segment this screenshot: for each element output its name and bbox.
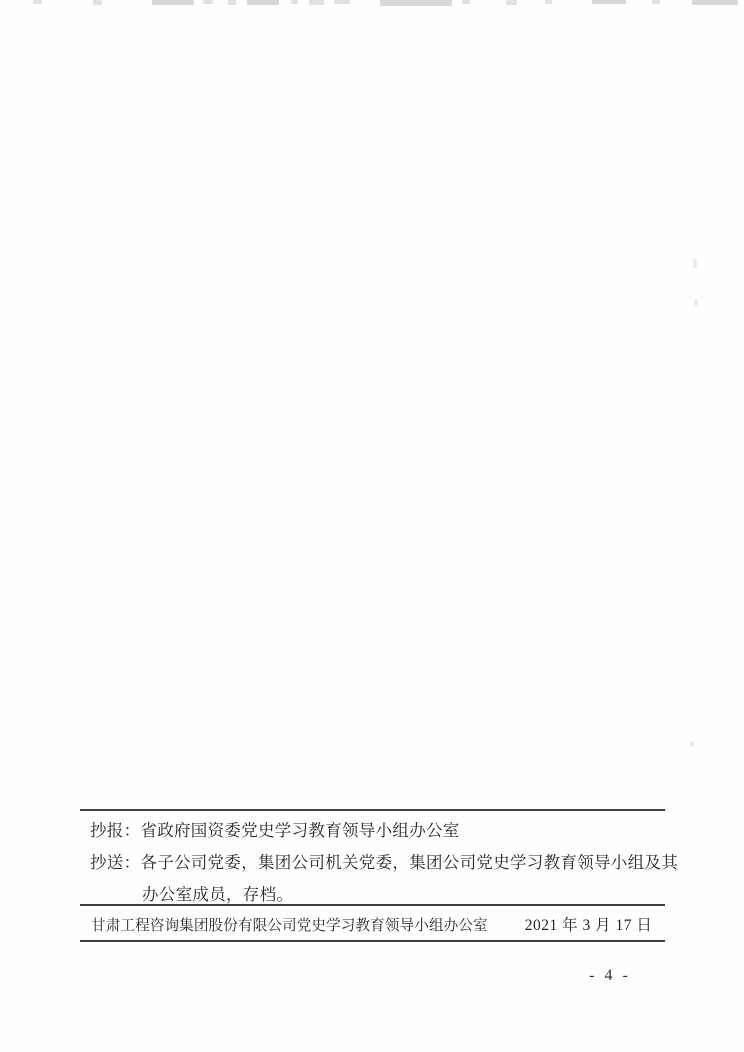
colophon-divider-top [80, 809, 665, 811]
colophon-divider-middle [80, 904, 665, 906]
cc-send-label: 抄送： [90, 853, 141, 872]
cc-send-line [90, 852, 678, 874]
page-number: - 4 - [589, 967, 631, 984]
cc-send-continuation-line: 办公室成员，存档。 [142, 885, 294, 904]
cc-send-text-line1: 各子公司党委，集团公司机关党委，集团公司党史学习教育领导小组及其 [140, 853, 679, 872]
issue-date: 2021 年 3 月 17 日 [524, 917, 653, 934]
scan-speck [690, 741, 694, 747]
scan-speck [693, 259, 697, 268]
issuer-office-name: 甘肃工程咨询集团股份有限公司党史学习教育领导小组办公室 [91, 918, 488, 934]
issuer-line [91, 916, 652, 936]
cc-report-text: 省政府国资委党史学习教育领导小组办公室 [140, 821, 460, 840]
cc-report-label: 抄报： [90, 821, 141, 840]
cc-report-line [90, 820, 460, 842]
scan-speck [694, 299, 698, 306]
colophon-divider-bottom [80, 940, 665, 942]
